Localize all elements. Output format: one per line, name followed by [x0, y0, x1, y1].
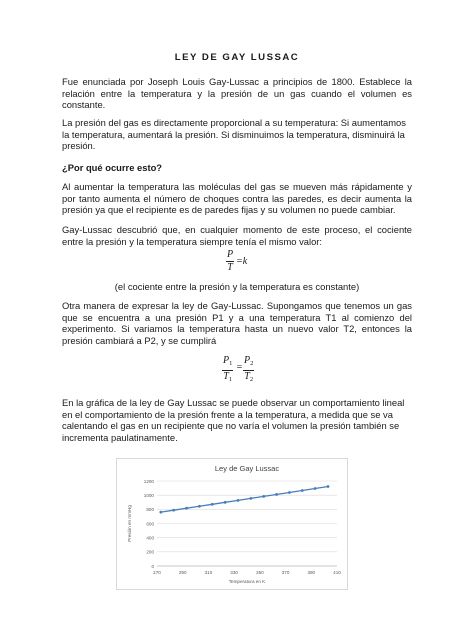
chart-title: Ley de Gay Lussac: [214, 464, 280, 473]
section-heading: ¿Por qué ocurre esto?: [62, 162, 163, 173]
formula-p1-sub: 1: [229, 360, 233, 367]
y-tick-label: 200: [146, 549, 154, 555]
formula-p-over-t: [226, 250, 234, 273]
formula-caption: (el cociente entre la presión y la temperatura es constante): [114, 281, 360, 292]
data-point: [211, 503, 214, 506]
formula-t2-sub: 2: [249, 376, 254, 383]
chart-svg: [117, 459, 347, 589]
y-tick-label: 400: [146, 535, 154, 541]
explanation-paragraph: Al aumentar la temperatura las moléculas del gas se mueven más rápidamente y por tanto aumenta el número de choques contra las paredes, es decir aumenta la presión ya que el recipiente es de paredes fijas y su volumen no puede cambiar.: [62, 181, 412, 216]
data-point: [327, 485, 330, 488]
formula-equals: =: [236, 362, 243, 373]
data-point: [249, 497, 252, 500]
formula-t1-sub: 1: [228, 376, 233, 383]
data-point: [288, 491, 291, 494]
x-axis-label: Temperatura en K: [228, 579, 266, 584]
formula-p2: P: [244, 355, 251, 366]
data-point: [275, 493, 278, 496]
y-tick-label: 1200: [143, 478, 154, 484]
graph-paragraph: En la gráfica de la ley de Gay Lussac se puede observar un comportamiento lineal en el comportamiento de la presión frente a la temperatura, a medida que se va calentando el gas en un recipiente que no varía el volumen la presión también se incrementa paulatinamente.: [62, 397, 405, 443]
y-tick-label: 1000: [143, 492, 154, 498]
gay-lussac-chart: [116, 458, 348, 590]
document-title: LEY DE GAY LUSSAC: [174, 52, 300, 63]
x-tick-label: 290: [178, 570, 187, 575]
proportional-paragraph: La presión del gas es directamente proporcional a su temperatura: Si aumentamos la temperatura, aumentará la presión. Si disminuimos la temperatura, disminuirá la presión.: [62, 117, 406, 152]
formula-p1: P: [223, 355, 230, 366]
formula-p2-sub: 2: [250, 360, 254, 367]
alternative-paragraph: Otra manera de expresar la ley de Gay-Lussac. Supongamos que tenemos un gas que se encuentra a una presión P1 y a una temperatura T1 al comienzo del experimento. Si variamos la temperatura hasta un nuevo valor T2, entonces la presión cambiará a P2, y se cumplirá: [62, 300, 412, 346]
data-point: [314, 487, 317, 490]
formula-p2-over-t2: [243, 356, 254, 385]
x-tick-label: 370: [281, 570, 290, 575]
constant-paragraph: Gay-Lussac descubrió que, en cualquier momento de este proceso, el cociente entre la presión y la temperatura siempre tenía el mismo valor:: [62, 224, 412, 247]
intro-paragraph: Fue enunciada por Joseph Louis Gay-Lussac a principios de 1800. Establece la relación entre la temperatura y la presión de un gas cuando el volumen es constante.: [62, 76, 412, 111]
data-point: [159, 511, 162, 514]
data-point: [262, 495, 265, 498]
x-tick-label: 350: [256, 570, 264, 575]
data-point: [185, 507, 188, 510]
data-point: [224, 501, 227, 504]
data-point: [198, 505, 201, 508]
x-tick-label: 310: [204, 570, 213, 575]
x-tick-label: 410: [333, 570, 341, 575]
x-tick-label: 330: [230, 570, 238, 575]
formula-denominator: T: [227, 262, 233, 273]
y-tick-label: 800: [146, 507, 154, 513]
y-tick-label: 0: [151, 563, 154, 569]
data-point: [172, 509, 175, 512]
formula-p1-over-t1: [222, 356, 233, 385]
x-tick-label: 270: [153, 570, 161, 575]
x-tick-label: 390: [307, 570, 316, 575]
y-axis-label: Presión en mmHg: [127, 505, 132, 542]
formula-t1: T: [223, 371, 229, 382]
y-tick-label: 600: [146, 521, 154, 527]
formula-t2: T: [244, 371, 250, 382]
data-point: [301, 489, 304, 492]
formula-numerator: P: [227, 249, 234, 260]
formula-equals-k: =k: [236, 256, 248, 267]
data-point: [237, 499, 240, 502]
